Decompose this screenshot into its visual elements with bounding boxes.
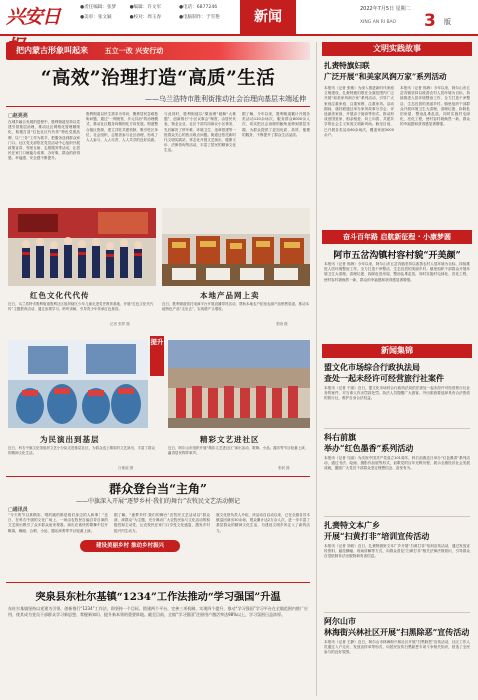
photo-children-art: [8, 208, 156, 286]
photo-produce-text: 近日，胜利街道依托电商平台开展直播带货活动，帮助本地农户拓宽农副产品销售渠道，推动本地特色产品“走出去”，实现增产又增收。: [162, 302, 309, 311]
right-story5-body: 本报讯（记者 刘莉）近日，扎赉特旗努文本广乡开展“扫黄打非”培训宣传活动，通过发放宣传资料、悬挂横幅、现场讲解等方式，向群众普及“扫黄打非”相关法律法规知识，引导群众自觉抵制非法出版物和有害信息。: [324, 544, 470, 559]
page-number: 3: [424, 11, 436, 31]
right-story3-headline: 盟文化市场综合行政执法局 查处一起未经许可经营旅行社案件: [324, 362, 444, 383]
story2-subheadline: ——中旗深入开展“逐梦乡村·我们的舞台”农牧民文艺活动侧记: [75, 498, 241, 505]
lead-body-col1: 在城乡融合发展的进程中，胜利街道坚持以党建引领基层治理，推动社区网格化管理精细化，积极打造“红色社区代代传”特色党建品牌，以“三务”工作为抓手，把服务送到群众家门口。社区党支部依托党员活动中心组织开展政策宣讲、邻里互助、志愿服务等活动，让居民在家门口就能办成事、办好事，群众的获得感、幸福感、安全感不断提升。: [8, 120, 80, 161]
photo-performers-text: 近日，阿尔山市组织开展“精彩文艺进社区”演出活动，歌舞、小品、器乐等节目轮番上演，赢得居民阵阵掌声。: [168, 446, 309, 455]
story2-body-col1: “今天的节目真精彩，唱的跳的都是咱们身边的人和事！”近日，在科右中旗的文化广场上，一场由农牧民自编自导自演的文艺演出吸引了众多群众前来观看。演出在欢快的歌舞中拉开帷幕，舞蹈、合唱、小品、器乐演奏等节目轮番上演。: [8, 513, 108, 533]
info-item: ●校对：周玉春: [129, 15, 162, 20]
photo-children-caption: 红色文化代代传: [30, 291, 90, 300]
photo-dancers-text: 近日，科右中旗文化馆组织文艺小分队走进基层社区，为群众送上精彩的文艺演出，丰富了群众的精神文化生活。: [8, 446, 155, 455]
photo-children-text: 近日，乌兰浩特市胜利街道胜利社区组织辖区少年儿童走进党史教育基地，开展“红色文化代代传”主题教育活动，通过参观学习、聆听讲解，引导青少年传承红色基因。: [8, 302, 154, 311]
masthead: [0, 0, 478, 36]
right-bar-3: 新闻集锦: [322, 344, 472, 358]
page-sub: XING AN RI BAO: [360, 20, 397, 25]
story3-headline: 突泉县东杜尔基镇“1234”工作法推动“学习强国”升温: [35, 591, 281, 603]
photo-dancers-art: [8, 340, 148, 428]
photo-performers-caption: 精彩文艺进社区: [200, 435, 260, 444]
divider: [6, 476, 310, 477]
story2-banner: 建设美丽乡村 推动乡村振兴: [80, 540, 180, 552]
right-bar-1: 文明实践故事: [322, 42, 472, 56]
info-item: ●电脑制作：于雪艳: [178, 15, 220, 20]
photo-dancers-credit: 白雅丽 摄: [118, 466, 134, 470]
photo-produce-caption: 本地产品网上卖: [200, 291, 260, 300]
masthead-info: [80, 4, 230, 24]
photo-performers: [168, 340, 310, 428]
photo-children-credit: 记者 张梦 摄: [110, 322, 130, 326]
right-story6-body: 本报讯（记者 王静）近日，阿尔山市林海街兴林社区开展“扫黑除恶”宣传活动，社区工作人员通过入户走访、发放宣传单等形式，向居民宣传扫黑除恶专项斗争相关知识，营造了全民参与的良好氛围。: [324, 640, 470, 655]
divider: [324, 516, 470, 517]
photo-performers-credit: 张帆 摄: [278, 466, 290, 470]
photo-dancers-caption: 为民演出到基层: [40, 435, 100, 444]
divider: [6, 582, 310, 583]
photo-produce-art: [162, 208, 310, 286]
divider: [6, 106, 310, 107]
info-item: ●电话：6877246: [178, 5, 218, 10]
right-story1-headline: 扎赉特旗妇联 广泛开展“和美家风润万家”系列活动: [324, 61, 447, 81]
right-story2-body: 本报讯（记者 郭海）今年以来，阿尔山市五岔沟镇坚持以改善农村人居环境为目标，持续推进人居环境整治工作，全力打造干净整洁、生态宜居的美丽乡村。镇里组织干部群众开展环境卫生大清理，清理垃圾、拆除危旧房屋、整治乱堆乱放，同时实施村屯绿化、亮化工程，使村容村貌焕然一新，群众的幸福感和获得感显著增强。: [324, 262, 470, 282]
page-label: 版: [444, 18, 451, 26]
issue-date: 2022年7月5日 星期二: [360, 6, 411, 12]
photo-children: [8, 208, 156, 286]
lead-body-col3: 与此同时，胜利街道以“微治理”破解“大难题”，创新推行“小区议事会”制度，由居民代表、物业企业、社区干部共同商议小区事务，先后解决了停车难、环境卫生、违章搭建等一批群众关心的热点难点问题。街道还依托新时代文明实践站，常态化开展文艺演出、健康义诊、法律咨询等活动，丰富了居民的精神文化生活。: [164, 112, 236, 153]
photo-performers-art: [168, 340, 310, 428]
section-tab: 新闻: [240, 0, 296, 34]
info-item: ●责任编辑：张梦: [80, 5, 117, 10]
divider: [324, 428, 470, 429]
banner-main: 把内蒙古形象叫起来: [16, 46, 88, 55]
lead-body-col4: 据了解，今年以来，胜利街道累计开展各类活动120余场次，服务群众8000余人次，切实把社会治理的触角延伸到基层末端，为群众提供了更加优质、高效、便捷的服务，不断提升了群众生活品质。: [242, 112, 310, 137]
info-item: ●美审：张文颖: [80, 15, 112, 20]
banner-sub: 五立一改 兴安行动: [104, 47, 164, 55]
story3-body: 东杜尔基镇坚持以党建为引领，创新推行“1234”工作法，即坚持一个目标、搭建两个平台、完善三项机制、实现四个提升，推动“学习强国”学习平台在全镇范围内推广应用，使其成为党员干部群众学习新思想、掌握新知识、提升新本领的重要阵地。截至目前，全镇“学习强国”注册用户激活率达98%以上，学习氛围日益浓厚。: [8, 606, 308, 617]
newspaper-logo: 兴安日: [6, 6, 61, 28]
right-story6-headline: 阿尔山市 林海街兴林社区开展“扫黑除恶”宣传活动: [324, 616, 470, 637]
lead-reporter: □赵亮亮: [8, 113, 28, 119]
vertical-tag: 提升: [150, 336, 164, 376]
right-story3-body: 本报讯（记者 于丽）近日，盟文化市场综合行政执法局依法查处一起未经许可经营旅行社业务的案件，对当事人作出罚款处罚。执法人员提醒广大游客，外出旅游要选择具有合法资质的旅行社，维护自身合法权益。: [324, 386, 470, 401]
right-story2-headline: 阿市五岔沟镇村容村貌“开美颜”: [333, 251, 461, 261]
lead-body-col2: 胜利街道以民生需求为导向，聚焦居民急难愁盼问题，通过“一网统管、多元共治”的治理模式，推动社区服务向精细化方向发展。街道整合辖区资源，建立共驻共建机制，吸引驻区单位、社会组织、志愿者参与社区治理，形成了人人参与、人人尽责、人人共享的良好局面。: [86, 112, 158, 143]
photo-produce-credit: 张晓 摄: [276, 322, 288, 326]
right-story1-body: 本报讯（记者 张敏）为深入推进新时代家庭文明建设，扎赉特旗妇联在全旗范围内广泛开展“和美家风润万家”系列活动，引导广大家庭注重家庭、注重家教、注重家风。活动期间，旗妇联通过举办家风故事分享会、评选最美家庭、开展亲子阅读等形式，推动形成爱国爱家、相亲相爱、向上向善、共建共享的社会主义家庭文明新风尚。截至目前，已开展各类活动60余场次，覆盖家庭5000余户。: [324, 86, 394, 137]
right-story1-body-b: 本报讯（记者 郭海）今年以来，阿尔山市五岔沟镇坚持以改善农村人居环境为目标，持续推进人居环境整治工作，全力打造干净整洁、生态宜居的美丽乡村。镇里组织干部群众开展环境卫生大清理，清理垃圾、拆除危旧房屋、整治乱堆乱放，同时实施村屯绿化、亮化工程，使村容村貌焕然一新，群众的幸福感和获得感显著增强。: [400, 86, 470, 127]
right-story4-body: 本报讯（记者 马丽）为庆祝中国共产党成立101周年，科右前旗近日举办“红色墨香”系列活动，通过书法、绘画、摄影作品展等形式，讴歌党的百年光辉历程，展示全旗经济社会发展成就，激励广大党员干部群众坚定理想信念、奋发有为。: [324, 456, 470, 471]
lead-headline: “高效”治理打造“高质”生活: [40, 68, 276, 89]
lead-subheadline: ——乌兰浩特市胜利街推动社会治理向基层末端延伸: [145, 95, 306, 103]
info-item: ●编辑：许文军: [129, 5, 162, 10]
right-story5-headline: 扎赉特文本广乡 开展“扫黄打非”培训宣传活动: [324, 520, 430, 541]
story2-reporter: □通讯员: [8, 507, 28, 513]
photo-dancers: [8, 340, 148, 428]
story2-body-col2: 据了解，“逐梦乡村·我们的舞台”农牧民文艺活动以“群众演、演群众”为主题，充分调动广大农牧民参与文化活动的积极性和主动性，让农牧民在家门口享受文化盛宴，激发乡村振兴内生动力。: [114, 513, 210, 533]
story2-headline: 群众登台当“主角”: [109, 482, 207, 496]
story2-body-col3: 旗文化馆负责人介绍，该活动自启动以来，已在全旗各苏木镇巡回演出30余场，观众累计达2万余人次，进一步丰富了基层群众的精神文化生活，为建设文明乡风注入了新的活力。: [216, 513, 310, 533]
right-story4-headline: 科右前旗 举办“红色墨香”系列活动: [324, 432, 414, 453]
divider: [324, 612, 470, 613]
photo-produce: [162, 208, 310, 286]
campaign-banner: [6, 42, 310, 60]
column-divider: [316, 42, 317, 696]
right-bar-2: 奋斗百年路 启航新征程 · 小康梦圆: [322, 230, 472, 244]
